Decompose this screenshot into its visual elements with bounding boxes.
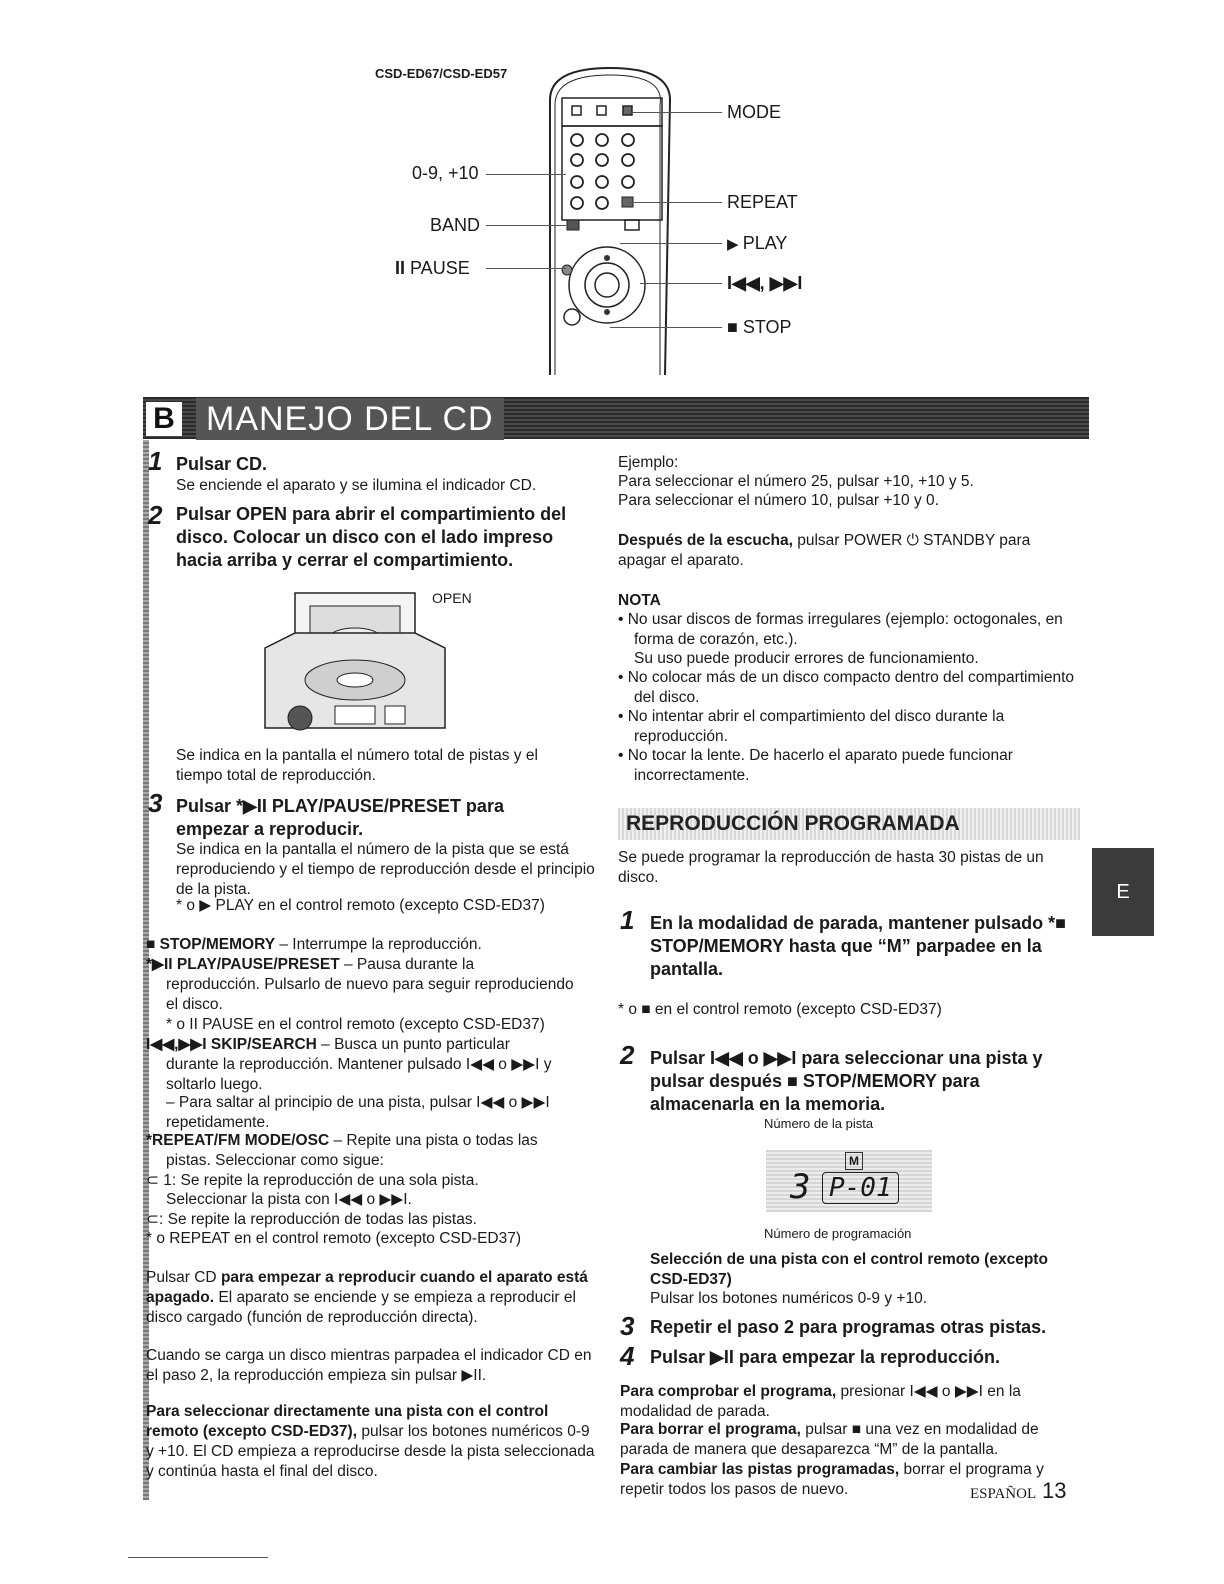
page-number: 13 [1042, 1478, 1067, 1503]
section-title: MANEJO DEL CD [196, 398, 504, 440]
example-line-1: Para seleccionar el número 25, pulsar +10, +10 y 5. [618, 473, 974, 490]
prog-step-3-title: Repetir el paso 2 para programas otras pistas. [650, 1317, 1047, 1337]
remote-label-stop: ■ STOP [727, 317, 792, 337]
lcd-marker-m: M [845, 1152, 863, 1170]
nota-item-3: • No intentar abrir el compartimiento del disco durante la reproducción. [618, 708, 1005, 745]
step-3-body: Se indica en la pantalla el número de la pista que se está reproduciendo y el tiempo de reproducción desde el principio de la pista. [176, 841, 595, 898]
nota-heading: NOTA [618, 592, 661, 609]
nota-item-1b: Su uso puede producir errores de funcionamiento. [634, 650, 979, 667]
ctrl-stop: ■ STOP/MEMORY – Interrumpe la reproducción. [146, 936, 482, 953]
step-1-number: 1 [148, 446, 163, 476]
erase-program-text: Para borrar el programa, pulsar ■ una vez en modalidad de parada de manera que desaparezca “M” de la pantalla. [620, 1421, 1039, 1458]
ctrl-play: *▶II PLAY/PAUSE/PRESET – Pausa durante la [146, 956, 475, 973]
section-letter: B [146, 402, 182, 436]
remote-label-skip: I◀◀, ▶▶I [727, 273, 803, 293]
remote-select-text: Pulsar los botones numéricos 0-9 y +10. [650, 1290, 927, 1307]
ctrl-play-note: * o II PAUSE en el control remoto (excepto CSD-ED37) [166, 1016, 545, 1033]
step-3-title-2: empezar a reproducir. [176, 819, 364, 839]
ctrl-repeat-note: * o REPEAT en el control remoto (excepto CSD-ED37) [146, 1230, 522, 1247]
programmed-intro: Se puede programar la reproducción de hasta 30 pistas de un disco. [618, 849, 1044, 886]
remote-label-band: BAND [430, 215, 481, 235]
language-tab: E [1092, 848, 1154, 936]
ctrl-skip-dash: – Para saltar al principio de una pista, pulsar I◀◀ o ▶▶I repetidamente. [166, 1094, 550, 1131]
ctrl-play-cont: reproducción. Pulsarlo de nuevo para seguir reproduciendo el disco. [166, 976, 574, 1013]
step-2-number: 2 [148, 500, 163, 530]
ctrl-repeat: *REPEAT/FM MODE/OSC – Repite una pista o todas las [146, 1132, 538, 1149]
remote-label-play: ▶ PLAY [727, 233, 788, 253]
footer-language: ESPAÑOL [970, 1486, 1037, 1502]
cd-player-illustration [255, 588, 455, 738]
remote-label-numbers: 0-9, +10 [412, 163, 479, 183]
ctrl-repeat-one: ⊂ 1: Se repite la reproducción de una sola pista. [146, 1172, 479, 1189]
remote-label-mode: MODE [727, 102, 781, 122]
remote-model-label: CSD-ED67/CSD-ED57 [375, 66, 508, 81]
ctrl-repeat-all: ⊂: Se repite la reproducción de todas las pistas. [146, 1211, 477, 1228]
nota-item-4: • No tocar la lente. De hacerlo el aparato puede funcionar incorrectamente. [618, 747, 1013, 784]
ctrl-skip: I◀◀,▶▶I SKIP/SEARCH – Busca un punto particular [146, 1036, 510, 1053]
remote-label-repeat: REPEAT [727, 192, 798, 212]
display-info-text: Se indica en la pantalla el número total de pistas y el tiempo total de reproducción. [176, 747, 538, 784]
ctrl-skip-cont: durante la reproducción. Mantener pulsado I◀◀ o ▶▶I y soltarlo luego. [166, 1056, 552, 1093]
change-program-text: Para cambiar las pistas programadas, borrar el programa y repetir todos los pasos de nuevo. [620, 1461, 1044, 1498]
open-label: OPEN [432, 590, 472, 606]
step-1-title: Pulsar CD. [176, 454, 268, 474]
step-3-number: 3 [148, 788, 163, 818]
direct-play-text-2: Cuando se carga un disco mientras parpadea el indicador CD en el paso 2, la reproducción empieza sin pulsar ▶II. [146, 1347, 592, 1384]
ctrl-repeat-one-b: Seleccionar la pista con I◀◀ o ▶▶I. [166, 1191, 412, 1208]
step-1-body: Se enciende el aparato y se ilumina el indicador CD. [176, 477, 537, 494]
prog-step-1-note: * o ■ en el control remoto (excepto CSD-ED37) [618, 1001, 942, 1018]
remote-label-pause: II PAUSE [395, 258, 470, 278]
example-head: Ejemplo: [618, 454, 679, 471]
nota-item-1: • No usar discos de formas irregulares (ejemplo: octogonales, en forma de corazón, etc.). [618, 611, 1063, 648]
step-2-title: Pulsar OPEN para abrir el compartimiento del disco. Colocar un disco con el lado impreso hacia arriba y cerrar el compartimiento. [176, 504, 567, 570]
programmed-heading: REPRODUCCIÓN PROGRAMADA [626, 812, 960, 835]
check-program-text: Para comprobar el programa, presionar I◀◀ o ▶▶I en la modalidad de parada. [620, 1383, 1021, 1420]
prog-step-1-title: En la modalidad de parada, mantener pulsado *■ STOP/MEMORY hasta que “M” parpadee en la pantalla. [650, 913, 1066, 979]
prog-step-2-number: 2 [620, 1040, 635, 1070]
display-prog-label: Número de programación [764, 1226, 912, 1241]
prog-step-4-number: 4 [620, 1341, 635, 1371]
remote-select-heading: Selección de una pista con el control remoto (excepto CSD-ED37) [650, 1251, 1048, 1288]
after-listening-text: Después de la escucha, pulsar POWER ⏻ STANDBY para apagar el aparato. [618, 532, 1031, 569]
ctrl-repeat-cont: pistas. Seleccionar como sigue: [166, 1152, 384, 1169]
footer-rule [128, 1557, 268, 1558]
direct-select-text: Para seleccionar directamente una pista con el control remoto (excepto CSD-ED37), pulsar los botones numéricos 0-9 y +10. El CD empieza a reproducirse desde la pista seleccionada y continúa hasta el final del disco. [146, 1403, 595, 1480]
step-3-note: * o ▶ PLAY en el control remoto (excepto CSD-ED37) [176, 897, 545, 914]
step-3-title-1: Pulsar *▶II PLAY/PAUSE/PRESET para [176, 796, 504, 816]
prog-step-3-number: 3 [620, 1311, 635, 1341]
example-line-2: Para seleccionar el número 10, pulsar +10 y 0. [618, 492, 939, 509]
display-track-label: Número de la pista [764, 1116, 874, 1131]
prog-step-1-number: 1 [620, 905, 635, 935]
direct-play-text: Pulsar CD para empezar a reproducir cuando el aparato está apagado. El aparato se enciende y se empieza a reproducir el disco cargado (función de reproducción directa). [146, 1269, 588, 1326]
nota-item-2: • No colocar más de un disco compacto dentro del compartimiento del disco. [618, 669, 1075, 706]
lcd-program-number: P-01 [822, 1172, 899, 1204]
prog-step-2-title: Pulsar I◀◀ o ▶▶I para seleccionar una pista y pulsar después ■ STOP/MEMORY para almacenarla en la memoria. [650, 1048, 1043, 1114]
prog-step-4-title: Pulsar ▶II para empezar la reproducción. [650, 1347, 1000, 1367]
lcd-track-number: 3 [790, 1167, 811, 1207]
